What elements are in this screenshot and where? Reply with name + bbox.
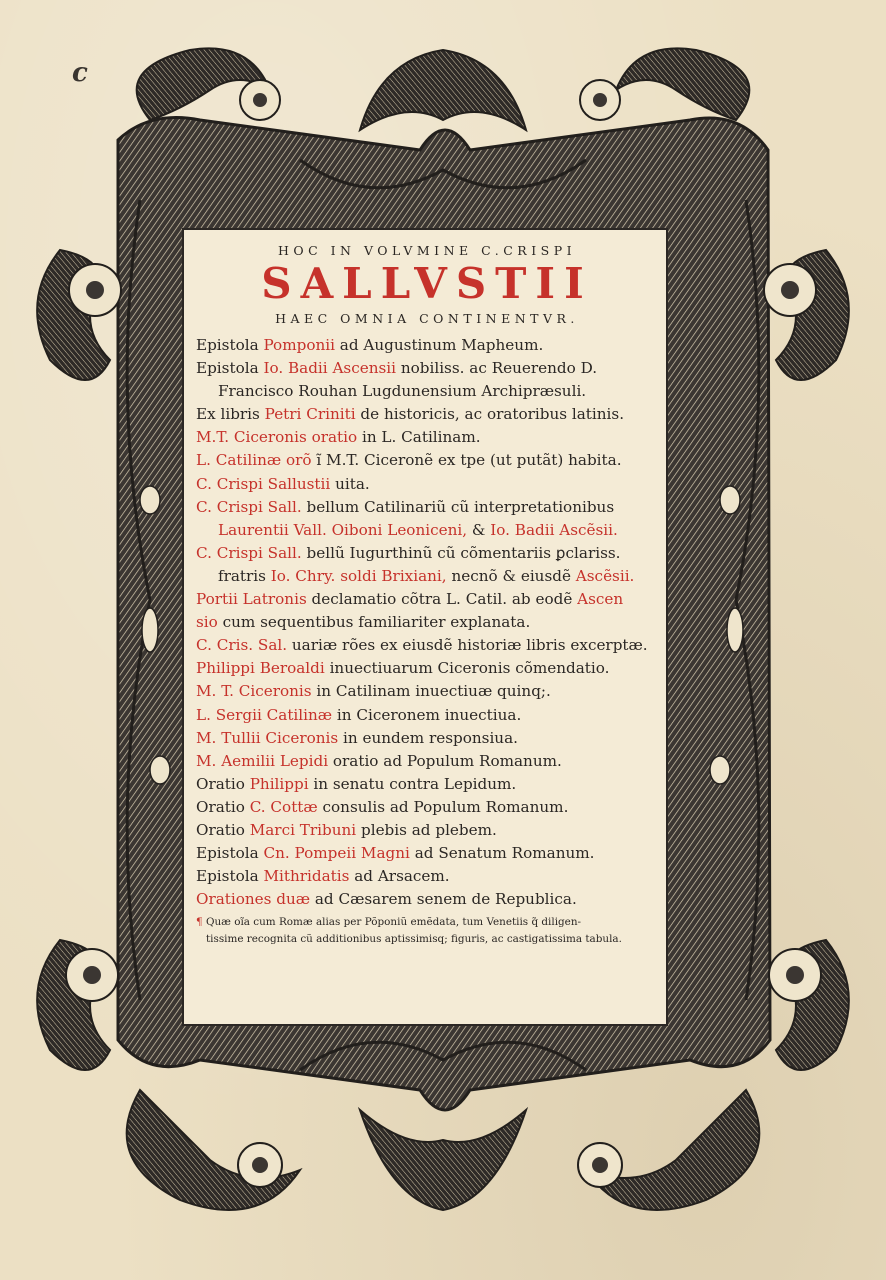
list-item: Orationes duæ ad Cæsarem senem de Republica. [196,890,577,909]
heading-line-1: HOC IN VOLVMINE C.CRISPI [277,243,577,258]
list-item: M. T. Ciceronis in Catilinam inuectiuæ quinq;. [196,682,551,701]
colophon-line-2: tissime recognita cũ additionibus aptissimisq; figuris, ac castigatissima tabula. [206,933,622,946]
title-page-text [196,242,658,948]
list-item: fratris Io. Chry. soldi Brixiani, necnõ & eiusdẽ Ascẽsii. [218,566,635,585]
list-item: Francisco Rouhan Lugdunensium Archipræsuli. [218,382,587,401]
list-item: L. Catilinæ orõ ĩ M.T. Ciceronẽ ex tpe (ut putãt) habita. [196,451,622,470]
list-item: Oratio C. Cottæ consulis ad Populum Romanum. [196,797,569,816]
list-item: C. Crispi Sall. bellum Catilinariũ cũ interpretationibus [196,497,615,516]
list-item: Ex libris Petri Criniti de historicis, ac oratoribus latinis. [196,405,625,424]
list-item: Epistola Io. Badii Ascensii nobiliss. ac Reuerendo D. [196,359,598,378]
colophon-note [196,914,658,948]
list-item: Philippi Beroaldi inuectiuarum Ciceronis cõmendatio. [196,659,610,678]
pilcrow-icon: ¶ [196,916,203,929]
list-item: M.T. Ciceronis oratio in L. Catilinam. [196,428,481,447]
list-item: Laurentii Vall. Oiboni Leoniceni, & Io. Badii Ascẽsii. [218,520,618,539]
heading-line-3: HAEC OMNIA CONTINENTVR. [275,311,579,326]
colophon-line-1: ¶ Quæ oĩa cum Romæ alias per Põponiũ emẽdata, tum Venetiis q̃ diligen- [196,916,582,929]
list-item: L. Sergii Catilinæ in Ciceronem inuectiua. [196,705,522,724]
list-item: C. Crispi Sall. bellũ Iugurthinũ cũ cõmentariis ꝑclariss. [196,543,621,562]
list-item: Epistola Cn. Pompeii Magni ad Senatum Romanum. [196,844,595,863]
list-item: Epistola Mithridatis ad Arsacem. [196,867,450,886]
list-item: Epistola Pomponii ad Augustinum Mapheum. [196,336,544,354]
signature-mark-left: c [72,58,88,88]
list-item: Oratio Marci Tribuni plebis ad plebem. [196,820,497,839]
heading-title: SALLVSTII [261,259,593,308]
list-item: Oratio Philippi in senatu contra Lepidum. [196,774,517,793]
list-item: sio cum sequentibus familiariter explanata. [196,613,531,632]
list-item: Portii Latronis declamatio cõtra L. Catil. ab eodẽ Ascen [196,590,624,609]
list-item: M. Tullii Ciceronis in eundem responsiua. [196,728,518,747]
list-item: C. Cris. Sal. uariæ rões ex eiusdẽ historiæ libris excerptæ. [196,636,648,655]
contents-list [196,334,658,911]
list-item: C. Crispi Sallustii uita. [196,474,370,493]
list-item: M. Aemilii Lepidi oratio ad Populum Romanum. [196,751,562,770]
